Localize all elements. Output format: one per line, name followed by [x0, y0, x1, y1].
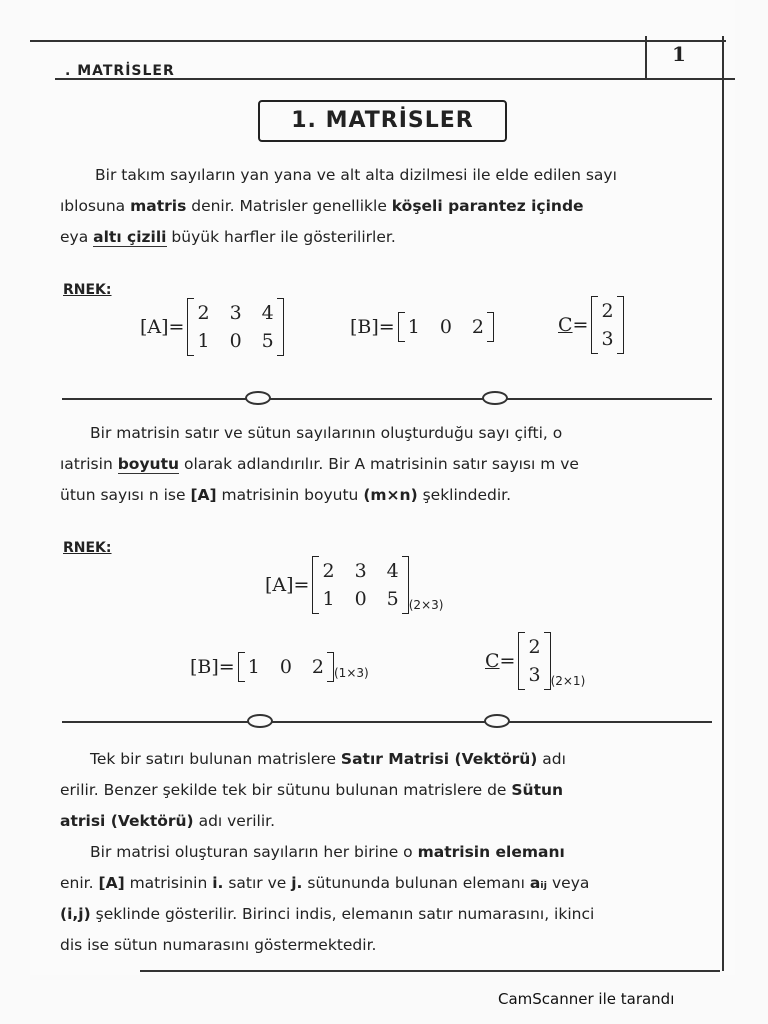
frame-line [645, 36, 647, 78]
paragraph-dimension: Bir matrisin satır ve sütun sayılarının oluşturduğu sayı çifti, o ıatrisin boyutu olarak adlandırılır. Bir A matrisinin satır sayısı m ve ütun sayısı n ise [A] matrisinin boyutu (m×n) şeklindedir. [60, 424, 579, 504]
divider-oval [484, 714, 510, 728]
frame-line [722, 36, 724, 971]
section-title: 1. MATRİSLER [258, 100, 507, 142]
frame-line [30, 40, 726, 42]
matrix-b-sized: [B] = 1 0 2 (1×3) [190, 652, 369, 682]
paragraph-row-column-element: Tek bir satırı bulunan matrislere Satır Matrisi (Vektörü) adı erilir. Benzer şekilde tek bir sütunu bulunan matrislere de Sütun atrisi (Vektörü) adı verilir. Bir matrisi oluşturan sayıların her birine o matrisin elemanı enir. [A] matrisinin i. satır ve j. sütununda bulunan elemanı aᵢⱼ veya (i,j) şeklinde gösterilir. Birinci indis, elemanın satır numarasını, ikinci dis ise sütun numarasını göstermektedir. [60, 750, 595, 954]
paragraph-definition: Bir takım sayıların yan yana ve alt alta dizilmesi ile elde edilen sayı ıblosuna matris denir. Matrisler genellikle köşeli parantez içinde eya altı çizili büyük harfler ile gösterilirler. [60, 166, 617, 246]
matrix-a: [A] = 2 3 4 1 0 5 [140, 298, 284, 356]
scanner-watermark: CamScanner ile tarandı [498, 990, 675, 1008]
header-title: . MATRİSLER [65, 63, 175, 79]
divider-oval [482, 391, 508, 405]
page-number: 1 [672, 42, 686, 66]
divider [62, 721, 712, 723]
divider [62, 398, 712, 400]
matrix-c: C = 2 3 [558, 296, 624, 354]
divider-oval [247, 714, 273, 728]
matrix-a-sized: [A] = 2 3 4 1 0 5 (2×3) [265, 556, 443, 614]
matrix-c-sized: C = 2 3 (2×1) [485, 632, 585, 690]
matrix-b: [B] = 1 0 2 [350, 312, 494, 342]
divider [140, 970, 720, 972]
example-label: RNEK: [63, 282, 112, 298]
example-label: RNEK: [63, 540, 112, 556]
divider-oval [245, 391, 271, 405]
